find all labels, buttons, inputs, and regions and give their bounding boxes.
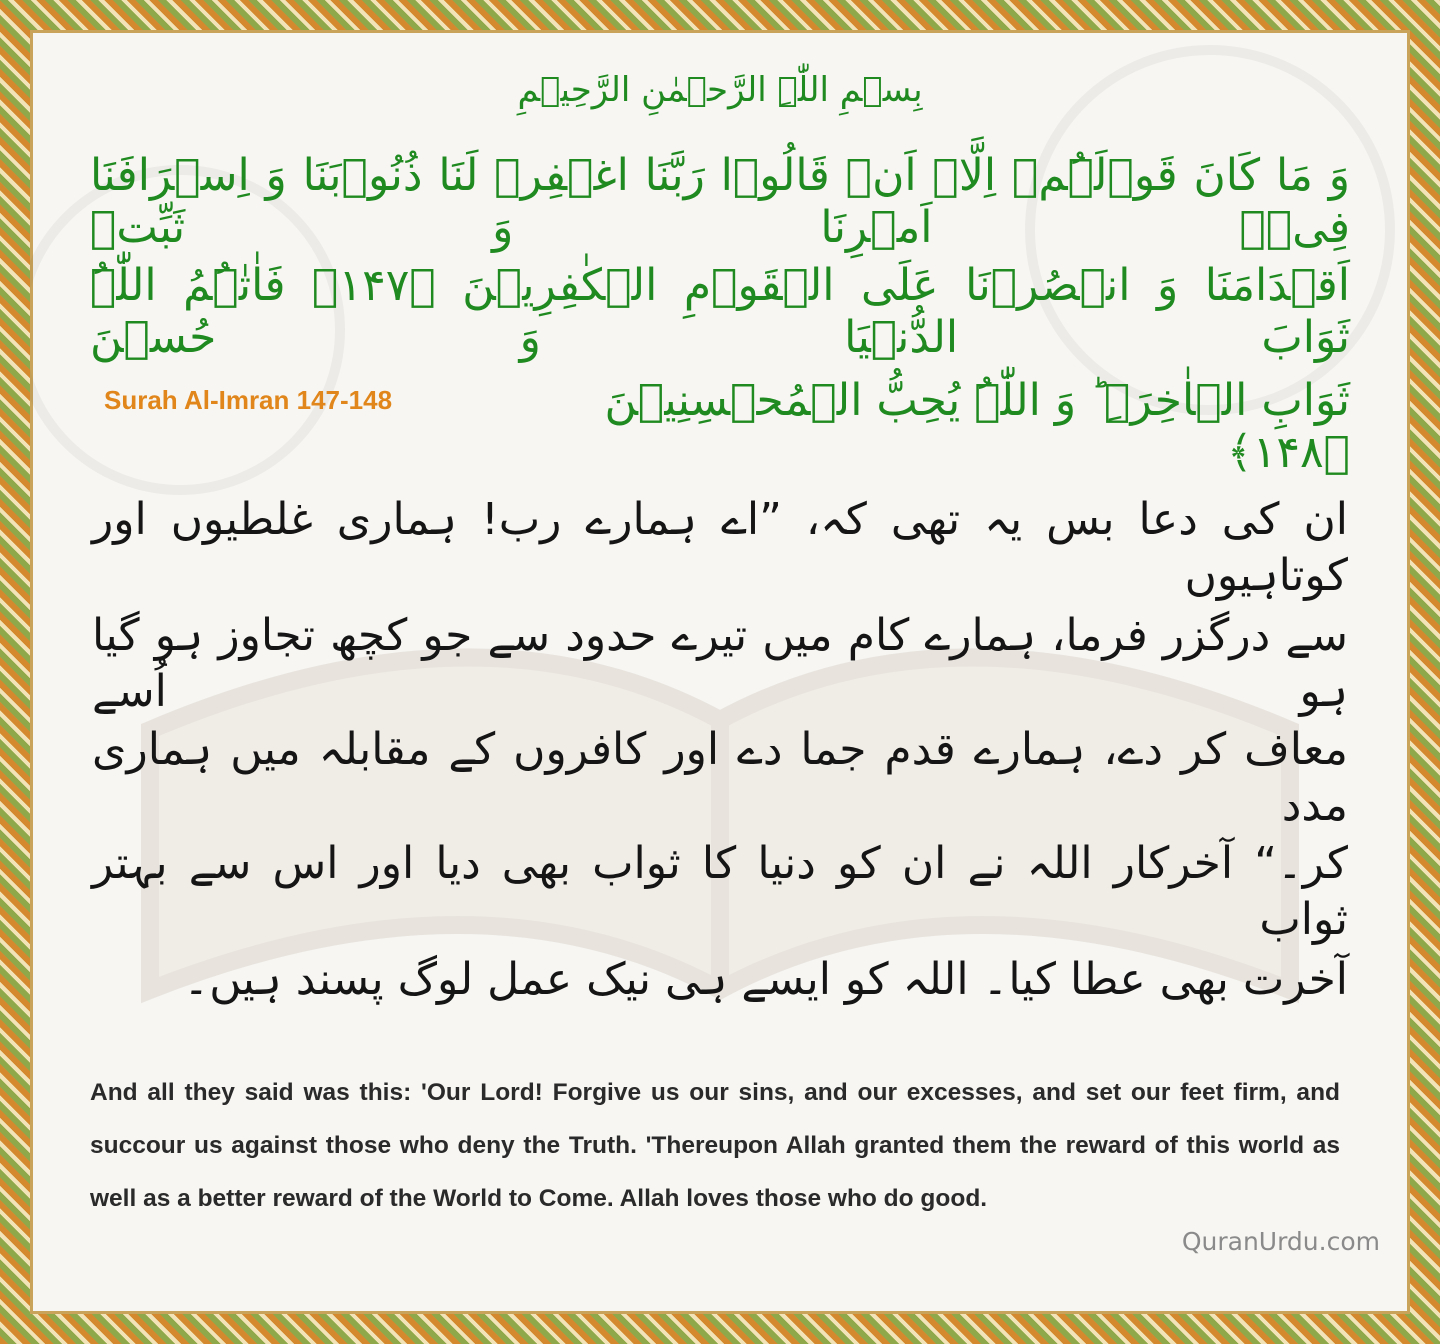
surah-reference: Surah Al-Imran 147-148 <box>104 385 393 415</box>
urdu-translation-line-3: معاف کر دے، ہمارے قدم جما دے اور کافروں کے مقابلہ میں ہماری مدد <box>92 724 1348 831</box>
arabic-verse-line-1: وَ مَا کَانَ قَوۡلَہُمۡ اِلَّاۤ اَنۡ قَالُوۡا رَبَّنَا اغۡفِرۡ لَنَا ذُنُوۡبَنَا وَ اِسۡرَافَنَا فِیۡۤ اَمۡرِنَا وَ ثَبِّتۡ <box>90 150 1350 253</box>
arabic-verse-line-2: اَقۡدَامَنَا وَ انۡصُرۡنَا عَلَی الۡقَوۡمِ الۡکٰفِرِیۡنَ ﴿۱۴۷﴾ فَاٰتٰہُمُ اللّٰہُ ثَوَابَ الدُّنۡیَا وَ حُسۡنَ <box>90 260 1350 363</box>
content-panel <box>30 30 1410 1314</box>
english-translation: And all they said was this: 'Our Lord! Forgive us our sins, and our excesses, and set our feet firm, and succour us against those who deny the Truth. 'Thereupon Allah granted them the reward of this world as well as a better reward of the World to Come. Allah loves those who do good. <box>90 1079 1340 1212</box>
urdu-translation-line-4: کر۔“ آخرکار اللہ نے ان کو دنیا کا ثواب بھی دیا اور اس سے بہتر ثواب <box>92 838 1348 945</box>
arabic-verse-line-3: ثَوَابِ الۡاٰخِرَۃِ ؕ وَ اللّٰہُ یُحِبُّ الۡمُحۡسِنِیۡنَ ﴿۱۴۸﴾ <box>604 375 1350 478</box>
urdu-translation-line-1: ان کی دعا بس یہ تھی کہ، ”اے ہمارے رب! ہماری غلطیوں اور کوتاہیوں <box>92 494 1348 601</box>
bismillah: بِسۡمِ اللّٰہِ الرَّحۡمٰنِ الرَّحِیۡمِ <box>517 70 923 110</box>
site-watermark: QuranUrdu.com <box>1181 1227 1380 1256</box>
urdu-translation-line-2: سے درگزر فرما، ہمارے کام میں تیرے حدود سے جو کچھ تجاوز ہو گیا ہو اُسے <box>92 610 1348 717</box>
urdu-translation-line-5: آخرت بھی عطا کیا۔ اللہ کو ایسے ہی نیک عمل لوگ پسند ہیں۔ <box>183 954 1348 1005</box>
